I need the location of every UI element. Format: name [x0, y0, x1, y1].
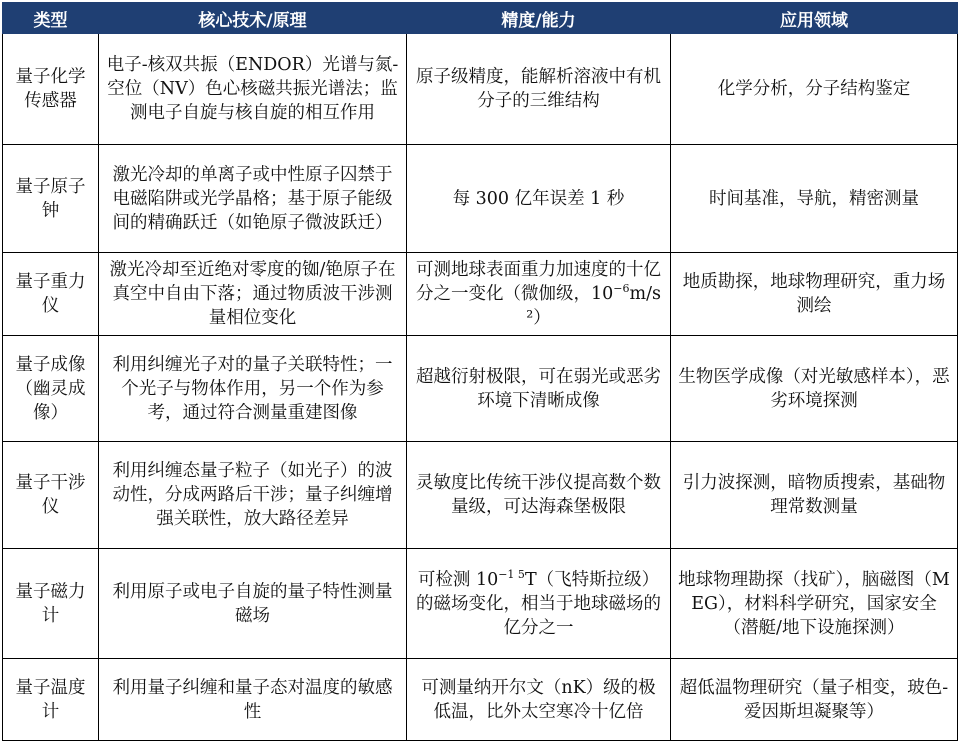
cell-precision: 超越衍射极限，可在弱光或恶劣环境下清晰成像 [407, 336, 671, 442]
table-row [3, 442, 958, 549]
table-row [3, 659, 958, 741]
cell-type: 量子成像（幽灵成像） [3, 336, 99, 442]
cell-type: 量子干涉仪 [3, 442, 99, 549]
cell-precision: 原子级精度，能解析溶液中有机分子的三维结构 [407, 34, 671, 145]
precision-unit: T（飞特斯拉级）的磁场变化，相当于地球磁场的亿分之一 [416, 569, 661, 638]
table-row [3, 34, 958, 145]
cell-application: 时间基准，导航，精密测量 [671, 145, 958, 253]
cell-precision: 可测量纳开尔文（nK）级的极低温，比外太空寒冷十亿倍 [407, 659, 671, 741]
cell-application: 超低温物理研究（量子相变，玻色-爱因斯坦凝聚等） [671, 659, 958, 741]
exponent: −6 [613, 282, 630, 296]
cell-principle: 利用纠缠光子对的量子关联特性；一个光子与物体作用，另一个作为参考，通过符合测量重建图像 [99, 336, 407, 442]
table-row [3, 145, 958, 253]
cell-application: 地球物理勘探（找矿），脑磁图（MEG），材料科学研究，国家安全（潜艇/地下设施探测） [671, 549, 958, 659]
cell-type: 量子磁力计 [3, 549, 99, 659]
exponent: −1 5 [498, 567, 525, 581]
cell-type: 量子温度计 [3, 659, 99, 741]
cell-application: 生物医学成像（对光敏感样本），恶劣环境探测 [671, 336, 958, 442]
header-type: 类型 [3, 3, 99, 34]
table-row [3, 549, 958, 659]
quantum-sensor-table [2, 2, 958, 741]
cell-precision [407, 253, 671, 336]
table-row [3, 253, 958, 336]
cell-type: 量子重力仪 [3, 253, 99, 336]
cell-precision: 灵敏度比传统干涉仪提高数个数量级，可达海森堡极限 [407, 442, 671, 549]
cell-principle: 利用纠缠态量子粒子（如光子）的波动性，分成两路后干涉；量子纠缠增强关联性，放大路径差异 [99, 442, 407, 549]
table-header-row [3, 3, 958, 34]
cell-principle: 利用原子或电子自旋的量子特性测量磁场 [99, 549, 407, 659]
cell-application: 引力波探测，暗物质搜索，基础物理常数测量 [671, 442, 958, 549]
header-principle: 核心技术/原理 [99, 3, 407, 34]
table-container [2, 2, 958, 741]
cell-type: 量子原子钟 [3, 145, 99, 253]
header-application: 应用领域 [671, 3, 958, 34]
cell-type: 量子化学传感器 [3, 34, 99, 145]
precision-unit: m/s²） [526, 284, 661, 328]
table-row [3, 336, 958, 442]
precision-text: 可检测 10 [417, 569, 499, 590]
header-precision: 精度/能力 [407, 3, 671, 34]
cell-application: 地质勘探，地球物理研究，重力场测绘 [671, 253, 958, 336]
cell-principle: 利用量子纠缠和量子态对温度的敏感性 [99, 659, 407, 741]
cell-principle: 激光冷却的单离子或中性原子囚禁于电磁陷阱或光学晶格；基于原子能级间的精确跃迁（如铯原子微波跃迁） [99, 145, 407, 253]
cell-principle: 电子-核双共振（ENDOR）光谱与氮-空位（NV）色心核磁共振光谱法；监测电子自旋与核自旋的相互作用 [99, 34, 407, 145]
cell-precision [407, 549, 671, 659]
cell-application: 化学分析，分子结构鉴定 [671, 34, 958, 145]
cell-precision: 每 300 亿年误差 1 秒 [407, 145, 671, 253]
cell-principle: 激光冷却至近绝对零度的铷/铯原子在真空中自由下落；通过物质波干涉测量相位变化 [99, 253, 407, 336]
precision-text: 可测地球表面重力加速度的十亿分之一变化（微伽级，10 [416, 260, 661, 304]
